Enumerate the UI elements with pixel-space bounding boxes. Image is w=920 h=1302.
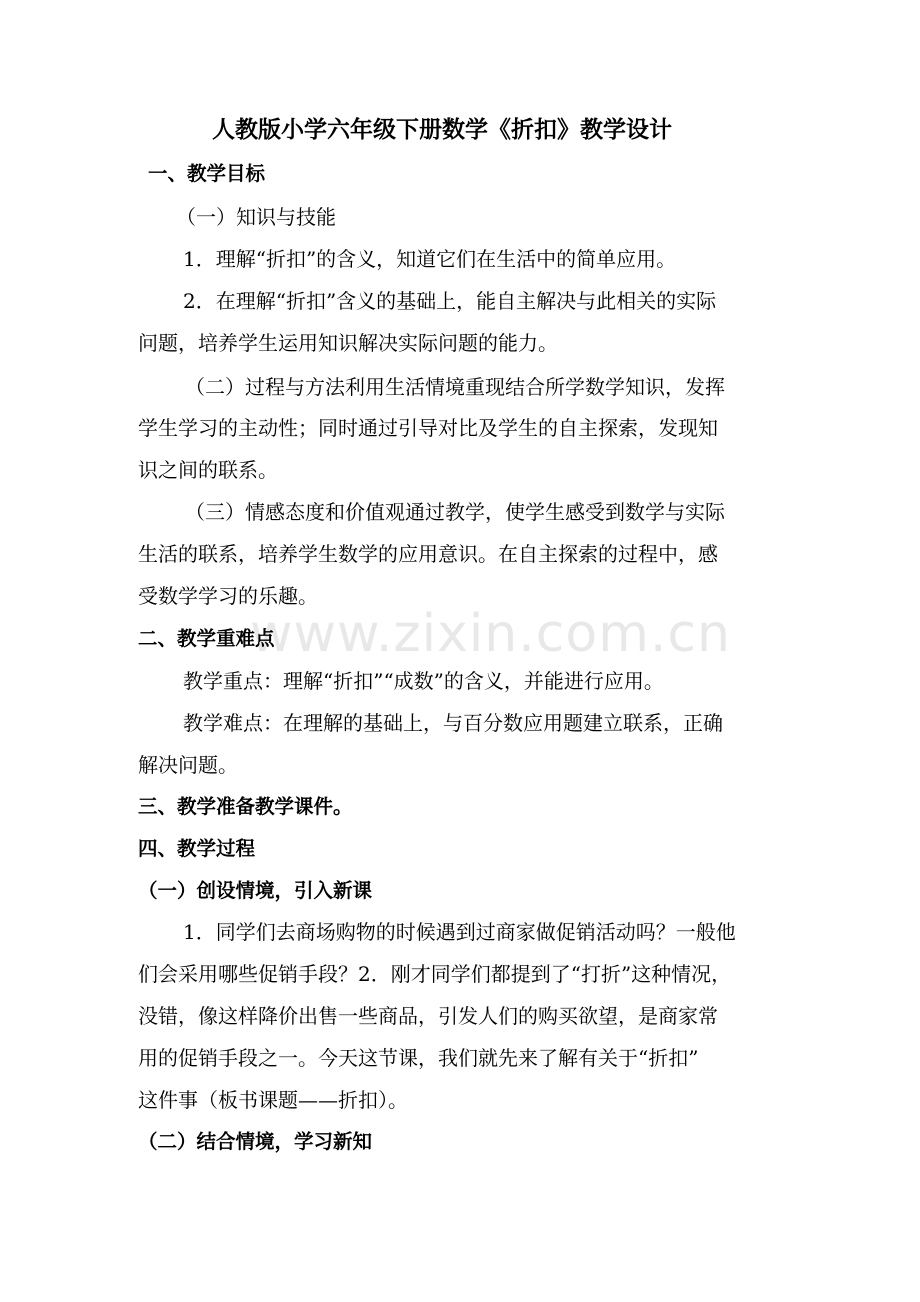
document-title: 人教版小学六年级下册数学《折扣》教学设计 <box>212 117 672 143</box>
paragraph-line: 1．同学们去商场购物的时候遇到过商家做促销活动吗？一般他 <box>183 920 736 944</box>
paragraph-line: 2．在理解“折扣”含义的基础上，能自主解决与此相关的实际 <box>183 289 717 313</box>
section-heading: 三、教学准备教学课件。 <box>138 795 353 818</box>
paragraph-line: 问题，培养学生运用知识解决实际问题的能力。 <box>138 331 558 355</box>
paragraph-line: 们会采用哪些促销手段？2．刚才同学们都提到了“打折”这种情况， <box>138 962 732 986</box>
paragraph-line: （二）过程与方法利用生活情境重现结合所学数学知识，发挥 <box>185 375 725 399</box>
watermark: www.zixin.com.cn <box>250 604 731 664</box>
paragraph-line: 用的促销手段之一。今天这节课，我们就先来了解有关于“折扣” <box>138 1046 699 1070</box>
paragraph-line: 生活的联系，培养学生数学的应用意识。在自主探索的过程中，感 <box>138 542 718 566</box>
subsection-heading: （一）知识与技能 <box>176 205 336 229</box>
section-heading: 一、教学目标 <box>148 162 266 185</box>
paragraph-line: （三）情感态度和价值观通过教学，使学生感受到数学与实际 <box>185 500 725 524</box>
subsection-heading: （一）创设情境，引入新课 <box>138 879 373 902</box>
subsection-heading: （二）结合情境，学习新知 <box>138 1130 373 1153</box>
paragraph-line: 学生学习的主动性；同时通过引导对比及学生的自主探索，发现知 <box>138 416 718 440</box>
paragraph-line: 没错，像这样降价出售一些商品，引发人们的购买欲望，是商家常 <box>138 1004 718 1028</box>
paragraph-line: 识之间的联系。 <box>138 458 278 482</box>
paragraph-line: 这件事（板书课题——折扣）。 <box>138 1088 408 1112</box>
section-heading: 四、教学过程 <box>138 837 256 860</box>
paragraph-line: 1．理解“折扣”的含义，知道它们在生活中的简单应用。 <box>183 247 677 271</box>
paragraph-line: 教学重点：理解“折扣”“成数”的含义，并能进行应用。 <box>183 669 664 693</box>
section-heading: 二、教学重难点 <box>138 627 275 650</box>
paragraph-line: 教学难点：在理解的基础上，与百分数应用题建立联系，正确 <box>183 711 723 735</box>
paragraph-line: 受数学学习的乐趣。 <box>138 584 318 608</box>
paragraph-line: 解决问题。 <box>138 753 238 777</box>
